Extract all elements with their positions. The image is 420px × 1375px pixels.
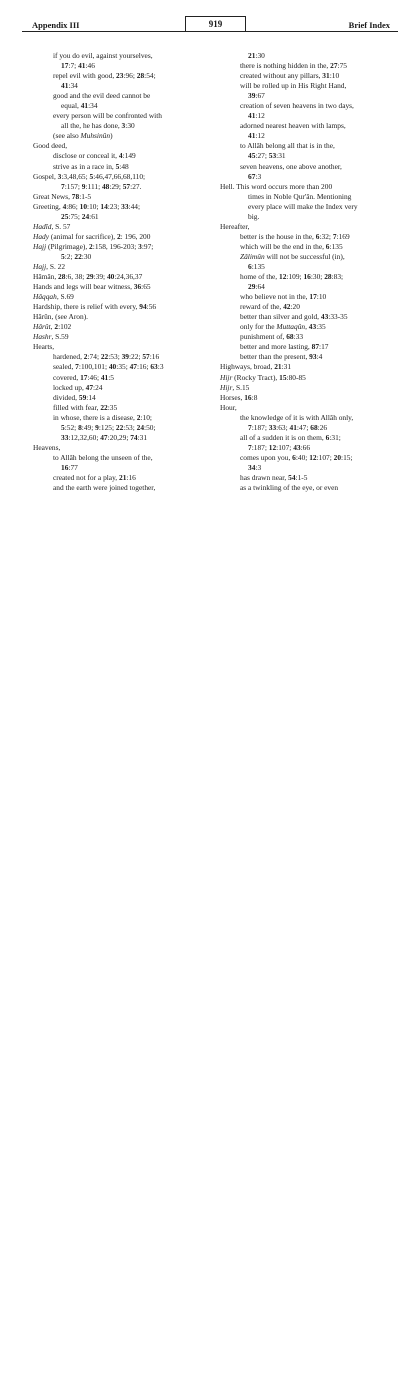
left-index-line: hardened, 2:74; 22:53; 39:22; 57:16 — [53, 352, 160, 362]
right-index-line: creation of seven heavens in two days, — [240, 101, 354, 111]
right-index-line: who believe not in the, 17:10 — [240, 292, 327, 302]
right-index-line: all of a sudden it is on them, 6:31; — [240, 432, 341, 442]
left-index-line: Great News, 78:1-5 — [33, 191, 92, 201]
left-index-line: locked up, 47:24 — [53, 382, 103, 392]
right-index-line: adorned nearest heaven with lamps, — [240, 121, 346, 131]
left-index-line: if you do evil, against yourselves, — [53, 51, 153, 60]
left-index-line: filled with fear, 22:35 — [53, 402, 118, 412]
right-index-line: better than the present, 93:4 — [240, 352, 323, 362]
right-index-line: has drawn near, 54:1-5 — [240, 472, 308, 482]
left-index-line: repel evil with good, 23:96; 28:54; — [53, 71, 156, 81]
right-index-line: Hijr (Rocky Tract), 15:80-85 — [220, 372, 306, 382]
right-index-line: punishment of, 68:33 — [240, 332, 304, 342]
right-index-line: big. — [248, 211, 260, 221]
right-index-line: comes upon you, 6:40; 12:107; 20:15; — [240, 452, 353, 462]
right-index-line: as a twinkling of the eye, or even — [240, 483, 339, 493]
right-index-line: there is nothing hidden in the, 27:75 — [240, 61, 347, 71]
right-index-line: Hijr, S.15 — [220, 382, 250, 392]
right-index-line: created without any pillars, 31:10 — [240, 71, 340, 81]
index-column-left — [33, 51, 211, 493]
right-index-line: Horses, 16:8 — [220, 392, 258, 402]
left-index-line: 5:52; 8:49; 9:125; 22:53; 24:50; — [61, 422, 156, 432]
left-index-line: Hâmân, 28:6, 38; 29:39; 40:24,36,37 — [33, 272, 143, 282]
right-index-line: the knowledge of it is with Allâh only, — [240, 412, 354, 422]
left-index-line: sealed, 7:100,101; 40:35; 47:16; 63:3 — [53, 362, 164, 372]
right-index-line: seven heavens, one above another, — [240, 161, 342, 171]
left-index-line: Hands and legs will bear witness, 36:65 — [33, 282, 151, 292]
left-index-line: to Allâh belong the unseen of the, — [53, 452, 153, 462]
left-index-line: Heavens, — [33, 442, 61, 452]
left-index-line: Hârût, 2:102 — [33, 322, 72, 332]
right-index-line: 45:27; 53:31 — [248, 151, 286, 161]
right-index-line: better is the house in the, 6:32; 7:169 — [240, 231, 350, 241]
right-index-line: 21:30 — [248, 51, 265, 60]
right-index-line: 41:12 — [248, 111, 265, 121]
left-index-line: Hardship, there is relief with every, 94:56 — [33, 302, 157, 312]
right-index-line: Hereafter, — [220, 221, 250, 231]
left-index-line: Hadîd, S. 57 — [33, 221, 71, 231]
left-index-line: Hârûn, (see Aron). — [33, 312, 88, 322]
left-index-line: all the, he has done, 3:30 — [61, 121, 135, 131]
left-index-line: Good deed, — [33, 141, 68, 151]
left-index-line: 5:2; 22:30 — [61, 251, 92, 261]
left-index-line: 33:12,32,60; 47:20,29; 74:31 — [61, 432, 148, 442]
right-index-line: 29:64 — [248, 282, 265, 292]
left-index-line: 25:75; 24:61 — [61, 211, 99, 221]
left-index-line: and the earth were joined together, — [53, 483, 156, 493]
right-index-line: Highways, broad, 21:31 — [220, 362, 292, 372]
left-index-line: Hajj, S. 22 — [33, 261, 66, 271]
index-column-right — [220, 51, 400, 493]
right-index-line: times in Noble Qur'ân. Mentioning — [248, 191, 352, 201]
left-index-line: strive as in a race in, 5:48 — [53, 161, 129, 171]
left-index-line: covered, 17:46; 41:5 — [53, 372, 114, 382]
left-index-line: 16:77 — [61, 462, 78, 472]
right-index-line: will be rolled up in His Right Hand, — [240, 81, 347, 91]
left-index-line: equal, 41:34 — [61, 101, 98, 111]
right-index-line: 41:12 — [248, 131, 265, 141]
right-index-line: Zâlimûn will not be successful (in), — [240, 251, 345, 261]
right-index-line: 34:3 — [248, 462, 262, 472]
left-index-line: Hearts, — [33, 342, 55, 352]
page-number-box — [185, 16, 246, 32]
left-index-line: in whose, there is a disease, 2:10; — [53, 412, 152, 422]
right-index-line: Hell. This word occurs more than 200 — [220, 181, 333, 191]
left-index-line: every person will be confronted with — [53, 111, 162, 121]
left-index-line: 7:157; 9:111; 48:29; 57:27. — [61, 181, 142, 191]
left-index-line: disclose or conceal it, 4:149 — [53, 151, 136, 161]
left-index-line: Hajj (Pilgrimage), 2:158, 196-203; 3:97; — [33, 241, 154, 251]
right-index-line: home of the, 12:109; 16:30; 28:83; — [240, 272, 344, 282]
left-index-line: 17:7; 41:46 — [61, 61, 95, 71]
header-rule — [22, 31, 398, 32]
right-index-line: which will be the end in the, 6:135 — [240, 241, 343, 251]
right-index-line: reward of the, 42:20 — [240, 302, 300, 312]
left-index-line: (see also Muhsinûn) — [53, 131, 113, 141]
right-index-line: 7:187; 12:107; 43:66 — [248, 442, 311, 452]
right-index-line: 6:135 — [248, 261, 265, 271]
right-index-line: better than silver and gold, 43:33-35 — [240, 312, 348, 322]
right-index-line: better and more lasting, 87:17 — [240, 342, 329, 352]
left-index-line: Hashr, S.59 — [33, 332, 69, 342]
left-index-line: Hady (animal for sacrifice), 2: 196, 200 — [33, 231, 151, 241]
right-index-line: to Allâh belong all that is in the, — [240, 141, 335, 151]
right-index-line: every place will make the Index very — [248, 201, 358, 211]
page-number: 919 — [208, 19, 223, 29]
right-index-line: 39:67 — [248, 91, 265, 101]
page-header — [22, 18, 398, 34]
left-index-line: divided, 59:14 — [53, 392, 96, 402]
right-index-line: Hour, — [220, 402, 237, 412]
right-index-line: 7:187; 33:63; 41:47; 68:26 — [248, 422, 328, 432]
left-index-line: created not for a play, 21:16 — [53, 472, 136, 482]
left-index-line: Hâqqah, S.69 — [33, 292, 74, 302]
left-index-line: 41:34 — [61, 81, 78, 91]
right-index-line: 67:3 — [248, 171, 262, 181]
left-index-line: Greeting, 4:86; 10:10; 14:23; 33:44; — [33, 201, 141, 211]
header-section-title: Brief Index — [348, 20, 390, 30]
left-index-line: Gospel, 3:3,48,65; 5:46,47,66,68,110; — [33, 171, 146, 181]
header-appendix-label: Appendix III — [32, 20, 80, 30]
right-index-line: only for the Muttaqûn, 43:35 — [240, 322, 326, 332]
left-index-line: good and the evil deed cannot be — [53, 91, 151, 101]
